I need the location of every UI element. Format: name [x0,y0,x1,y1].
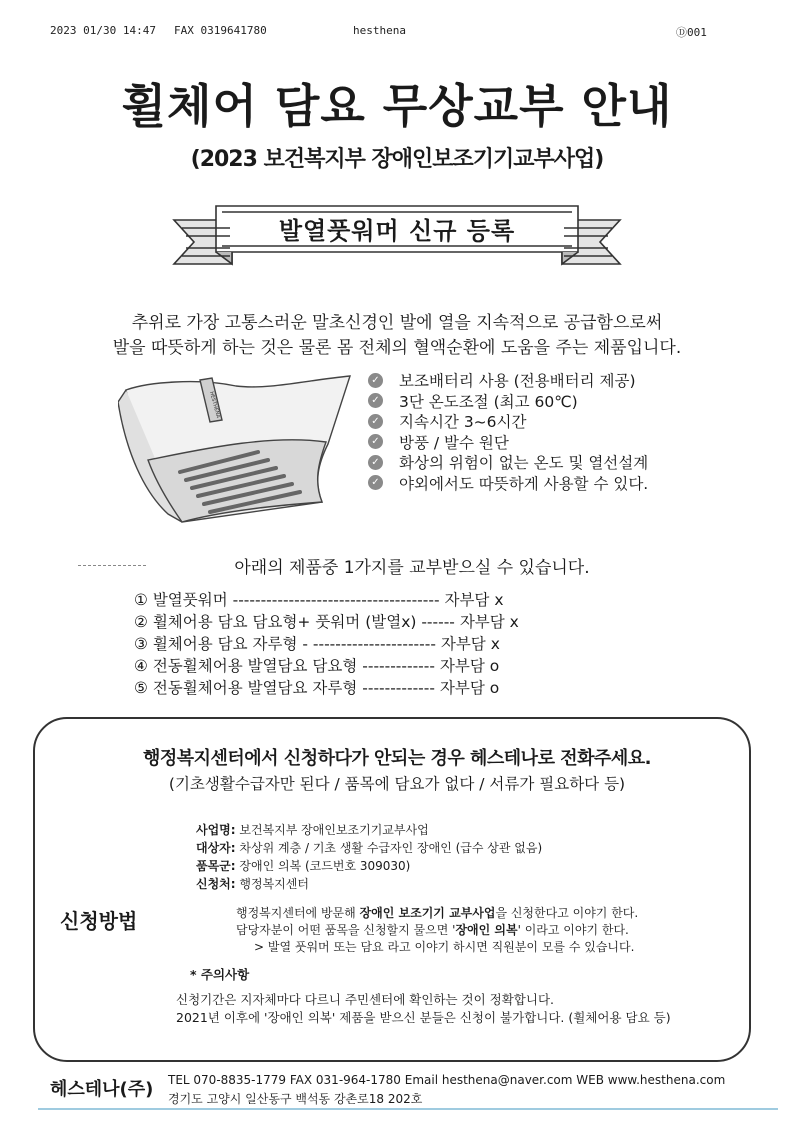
fax-datetime: 2023 01/30 14:47 [50,24,156,37]
caution-line-2: 2021년 이후에 '장애인 의복' 제품을 받으신 분들은 신청이 불가합니다. (휠체어용 담요 등) [176,1010,671,1025]
feature-list [368,370,648,493]
page-title: 휠체어 담요 무상교부 안내 [121,79,673,133]
company-name: 헤스테나(주) [50,1079,154,1100]
option-list [134,588,519,698]
fax-number: FAX 0319641780 [174,24,267,37]
check-icon: ✓ [368,414,383,429]
info-row: 품목군: 장애인 의복 (코드번호 309030) [196,859,411,873]
method-line-2: 담당자분이 어떤 품목을 신청할지 물으면 '장애인 의복' 이라고 이야기 한다. [236,923,629,937]
feature-item: ✓ 3단 온도조절 (최고 60℃) [368,391,648,412]
call-notice: 행정복지센터에서 신청하다가 안되는 경우 헤스테나로 전화주세요. [142,748,652,769]
info-row: 사업명: 보건복지부 장애인보조기기교부사업 [196,823,429,837]
intro-line-1: 추위로 가장 고통스러운 말초신경인 발에 열을 지속적으로 공급함으로써 [131,313,663,333]
check-icon: ✓ [368,393,383,408]
option-item: ③ 휠체어용 담요 자루형 - ---------------------- 자부담 x [134,635,500,653]
feature-item: ✓ 야외에서도 따뜻하게 사용할 수 있다. [368,473,648,494]
foot-warmer-illustration [118,372,368,524]
intro-line-2: 발을 따뜻하게 하는 것은 물론 몸 전체의 혈액순환에 도움을 주는 제품입니다. [112,338,682,358]
check-icon: ✓ [368,373,383,388]
check-icon: ✓ [368,434,383,449]
feature-item: ✓ 방풍 / 발수 원단 [368,432,648,453]
feature-item: ✓ 보조배터리 사용 (전용배터리 제공) [368,370,648,391]
call-notice-sub: (기초생활수급자만 된다 / 품목에 담요가 없다 / 서류가 필요하다 등) [168,775,626,793]
caution-line-1: 신청기간은 지자체마다 다르니 주민센터에 확인하는 것이 정확합니다. [176,992,554,1007]
method-line-1: 행정복지센터에 방문해 장애인 보조기기 교부사업을 신청한다고 이야기 한다. [236,906,639,920]
contact-info: TEL 070-8835-1779 FAX 031-964-1780 Email hesthena@naver.com WEB www.hesthena.com [168,1073,726,1087]
check-icon: ✓ [368,475,383,490]
fax-sender: hesthena [353,24,406,37]
banner-text: 발열풋워머 신규 등록 [278,217,516,245]
footer-line [38,1108,778,1110]
method-line-3: > 발열 풋워머 또는 담요 라고 이야기 하시면 직원분이 모를 수 있습니다. [254,940,635,954]
fax-page: Ⓓ001 [676,26,707,39]
option-item: ④ 전동휠체어용 발열담요 담요형 ------------- 자부담 o [134,657,500,675]
option-item: ① 발열풋워머 ------------------------------------- 자부담 x [134,591,504,609]
page-subtitle: (2023 보건복지부 장애인보조기기교부사업) [190,147,604,172]
feature-item: ✓ 지속시간 3~6시간 [368,411,648,432]
company-address: 경기도 고양시 일산동구 백석동 강촌로18 202호 [168,1092,423,1106]
option-item: ⑤ 전동휠체어용 발열담요 자루형 ------------- 자부담 o [134,679,500,697]
option-item: ② 휠체어용 담요 담요형+ 풋워머 (발열x) ------ 자부담 x [134,613,519,631]
product-label: HESTHENA [208,390,221,419]
info-row: 신청처: 행정복지센터 [196,877,309,891]
apply-method-label: 신청방법 [60,909,138,933]
feature-item: ✓ 화상의 위험이 없는 온도 및 열선설계 [368,452,648,473]
check-icon: ✓ [368,455,383,470]
info-row: 대상자: 차상위 계층 / 기초 생활 수급자인 장애인 (급수 상관 없음) [196,841,543,855]
choose-text: 아래의 제품중 1가지를 교부받으실 수 있습니다. [234,558,590,578]
caution-title: * 주의사항 [190,967,250,982]
